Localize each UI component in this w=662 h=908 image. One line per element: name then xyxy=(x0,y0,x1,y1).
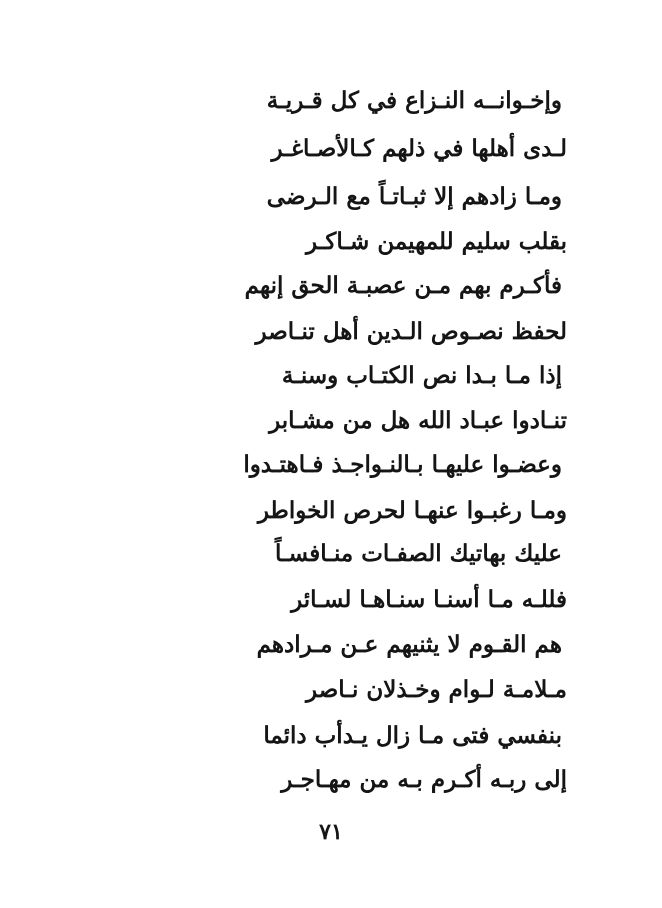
verse-line-11: عليك بهاتيك الصفـات منـافسـاً xyxy=(274,540,562,567)
page-number: ٧١ xyxy=(319,819,343,845)
verse-line-4: بقلب سليم للمهيمن شـاكـر xyxy=(305,228,567,255)
verse-line-12: فللـه مـا أسنـا سنـاهـا لسـائر xyxy=(291,586,567,613)
verse-line-8: تنـادوا عبـاد الله هل من مشـابر xyxy=(269,407,567,434)
verse-line-16: إلى ربـه أكـرم بـه من مهـاجـر xyxy=(281,766,567,793)
verse-line-14: مـلامـة لـوام وخـذلان نـاصر xyxy=(306,676,567,703)
verse-line-3: ومـا زادهم إلا ثبـاتـاً مع الـرضى xyxy=(266,183,562,210)
verse-line-10: ومـا رغبـوا عنهـا لحرص الخواطر xyxy=(257,497,567,524)
verse-line-13: هم القـوم لا يثنيهم عـن مـرادهم xyxy=(256,631,562,658)
verse-line-9: وعضـوا عليهـا بـالنـواجـذ فـاهتـدوا xyxy=(243,451,562,478)
verse-line-1: وإخـوانــه النـزاع في كل قـريـة xyxy=(266,87,562,114)
verse-line-5: فأكـرم بهم مـن عصبـة الحق إنهم xyxy=(244,272,562,299)
verse-line-7: إذا مـا بـدا نص الكتـاب وسنـة xyxy=(281,362,562,389)
verse-line-2: لـدى أهلها في ذلهم كـالأصـاغـر xyxy=(271,135,567,162)
verse-line-6: لحفظ نصـوص الـدين أهل تنـاصر xyxy=(255,318,567,345)
verse-line-15: بنفسي فتى مـا زال يـدأب دائما xyxy=(263,722,562,749)
